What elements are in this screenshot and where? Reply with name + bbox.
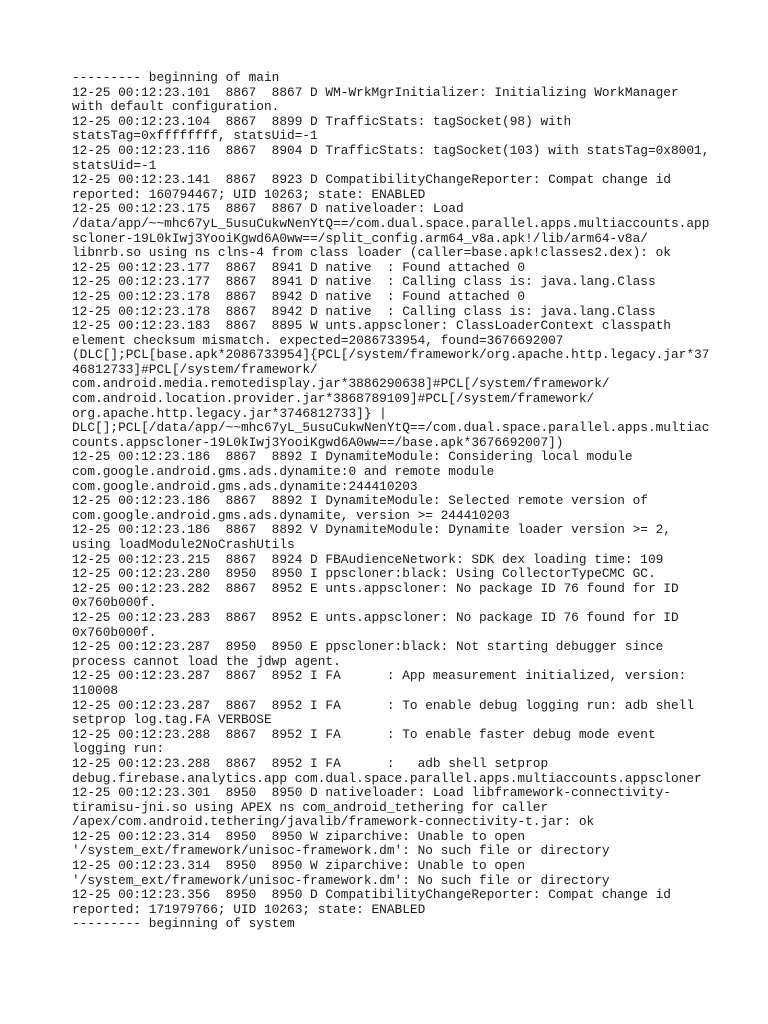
log-line: 12-25 00:12:23.287 8867 8952 I FA : App measurement initialized, version: <box>72 668 687 684</box>
log-line: reported: 160794467; UID 10263; state: ENABLED <box>72 186 426 202</box>
log-line: com.android.location.provider.jar*3868789109]#PCL[/system/framework/ <box>72 391 595 407</box>
log-line: 46812733]#PCL[/system/framework/ <box>72 361 318 377</box>
log-line: (DLC[];PCL[base.apk*2086733954]{PCL[/system/framework/org.apache.http.legacy.jar*37 <box>72 347 710 363</box>
log-line: DLC[];PCL[/data/app/~~mhc67yL_5usuCukwNenYtQ==/com.dual.space.parallel.apps.multiac <box>72 420 710 436</box>
log-line: element checksum mismatch. expected=2086733954, found=3676692007 <box>72 332 564 348</box>
log-line: 12-25 00:12:23.178 8867 8942 D native : Calling class is: java.lang.Class <box>72 303 656 319</box>
log-line: 12-25 00:12:23.288 8867 8952 I FA : To enable faster debug mode event <box>72 726 656 742</box>
log-line: 12-25 00:12:23.356 8950 8950 D CompatibilityChangeReporter: Compat change id <box>72 887 671 903</box>
log-line: /data/app/~~mhc67yL_5usuCukwNenYtQ==/com.dual.space.parallel.apps.multiaccounts.app <box>72 215 710 231</box>
log-line: 12-25 00:12:23.178 8867 8942 D native : Found attached 0 <box>72 288 526 304</box>
log-line: 0x760b000f. <box>72 624 157 640</box>
log-line: '/system_ext/framework/unisoc-framework.dm': No such file or directory <box>72 843 610 859</box>
log-line: tiramisu-jni.so using APEX ns com_android_tethering for caller <box>72 799 549 815</box>
log-line: 12-25 00:12:23.288 8867 8952 I FA : adb shell setprop <box>72 755 549 771</box>
log-line: com.android.media.remotedisplay.jar*3886290638]#PCL[/system/framework/ <box>72 376 610 392</box>
log-line: 12-25 00:12:23.314 8950 8950 W ziparchive: Unable to open <box>72 828 526 844</box>
log-line: 12-25 00:12:23.141 8867 8923 D CompatibilityChangeReporter: Compat change id <box>72 172 671 188</box>
log-line: libnrb.so using ns clns-4 from class loader (caller=base.apk!classes2.dex): ok <box>72 245 671 261</box>
log-line: debug.firebase.analytics.app com.dual.space.parallel.apps.multiaccounts.appscloner <box>72 770 702 786</box>
log-line: scloner-19L0kIwj3YooiKgwd6A0ww==/split_config.arm64_v8a.apk!/lib/arm64-v8a/ <box>72 230 648 246</box>
log-line: 12-25 00:12:23.116 8867 8904 D TrafficStats: tagSocket(103) with statsTag=0x8001, <box>72 142 710 158</box>
log-line: com.google.android.gms.ads.dynamite:0 and remote module <box>72 464 495 480</box>
log-line: 12-25 00:12:23.215 8867 8924 D FBAudienceNetwork: SDK dex loading time: 109 <box>72 551 664 567</box>
log-line: '/system_ext/framework/unisoc-framework.dm': No such file or directory <box>72 872 610 888</box>
log-line: using loadModule2NoCrashUtils <box>72 537 295 552</box>
log-line: --------- beginning of system <box>72 916 295 932</box>
log-line: 12-25 00:12:23.101 8867 8867 D WM-WrkMgrInitializer: Initializing WorkManager <box>72 84 679 100</box>
log-line: 12-25 00:12:23.186 8867 8892 V DynamiteModule: Dynamite loader version >= 2, <box>72 522 671 538</box>
log-line: 12-25 00:12:23.280 8950 8950 I ppscloner:black: Using CollectorTypeCMC GC. <box>72 566 656 582</box>
log-line: 0x760b000f. <box>72 595 157 611</box>
log-line: process cannot load the jdwp agent. <box>72 653 341 669</box>
log-line: logging run: <box>72 741 165 757</box>
log-line: --------- beginning of main <box>72 70 280 85</box>
log-line: 12-25 00:12:23.301 8950 8950 D nativeloader: Load libframework-connectivity- <box>72 785 671 801</box>
log-line: reported: 171979766; UID 10263; state: ENABLED <box>72 901 426 917</box>
log-line: 12-25 00:12:23.104 8867 8899 D TrafficStats: tagSocket(98) with <box>72 113 572 129</box>
log-output <box>72 71 762 932</box>
log-line: 12-25 00:12:23.282 8867 8952 E unts.appscloner: No package ID 76 found for ID <box>72 580 679 596</box>
log-line: 12-25 00:12:23.183 8867 8895 W unts.appscloner: ClassLoaderContext classpath <box>72 318 671 334</box>
log-line: 110008 <box>72 682 119 698</box>
log-line: com.google.android.gms.ads.dynamite:244410203 <box>72 478 418 494</box>
log-line: 12-25 00:12:23.177 8867 8941 D native : Calling class is: java.lang.Class <box>72 274 656 290</box>
log-line: statsUid=-1 <box>72 157 157 173</box>
log-line: 12-25 00:12:23.177 8867 8941 D native : Found attached 0 <box>72 259 526 275</box>
log-line: statsTag=0xffffffff, statsUid=-1 <box>72 128 318 144</box>
log-line: 12-25 00:12:23.175 8867 8867 D nativeloader: Load <box>72 201 464 217</box>
log-line: 12-25 00:12:23.314 8950 8950 W ziparchive: Unable to open <box>72 858 526 874</box>
log-line: /apex/com.android.tethering/javalib/framework-connectivity-t.jar: ok <box>72 814 595 830</box>
log-line: setprop log.tag.FA VERBOSE <box>72 712 272 728</box>
log-line: 12-25 00:12:23.287 8867 8952 I FA : To enable debug logging run: adb shell <box>72 697 695 713</box>
log-line: 12-25 00:12:23.186 8867 8892 I DynamiteModule: Considering local module <box>72 449 633 465</box>
log-line: with default configuration. <box>72 99 280 115</box>
log-line: counts.appscloner-19L0kIwj3YooiKgwd6A0ww==/base.apk*3676692007]) <box>72 434 564 450</box>
log-line: org.apache.http.legacy.jar*3746812733]} | <box>72 405 387 421</box>
log-line: com.google.android.gms.ads.dynamite, version >= 244410203 <box>72 507 510 523</box>
log-line: 12-25 00:12:23.186 8867 8892 I DynamiteModule: Selected remote version of <box>72 493 648 509</box>
log-line: 12-25 00:12:23.283 8867 8952 E unts.appscloner: No package ID 76 found for ID <box>72 609 679 625</box>
log-line: 12-25 00:12:23.287 8950 8950 E ppscloner:black: Not starting debugger since <box>72 639 664 655</box>
